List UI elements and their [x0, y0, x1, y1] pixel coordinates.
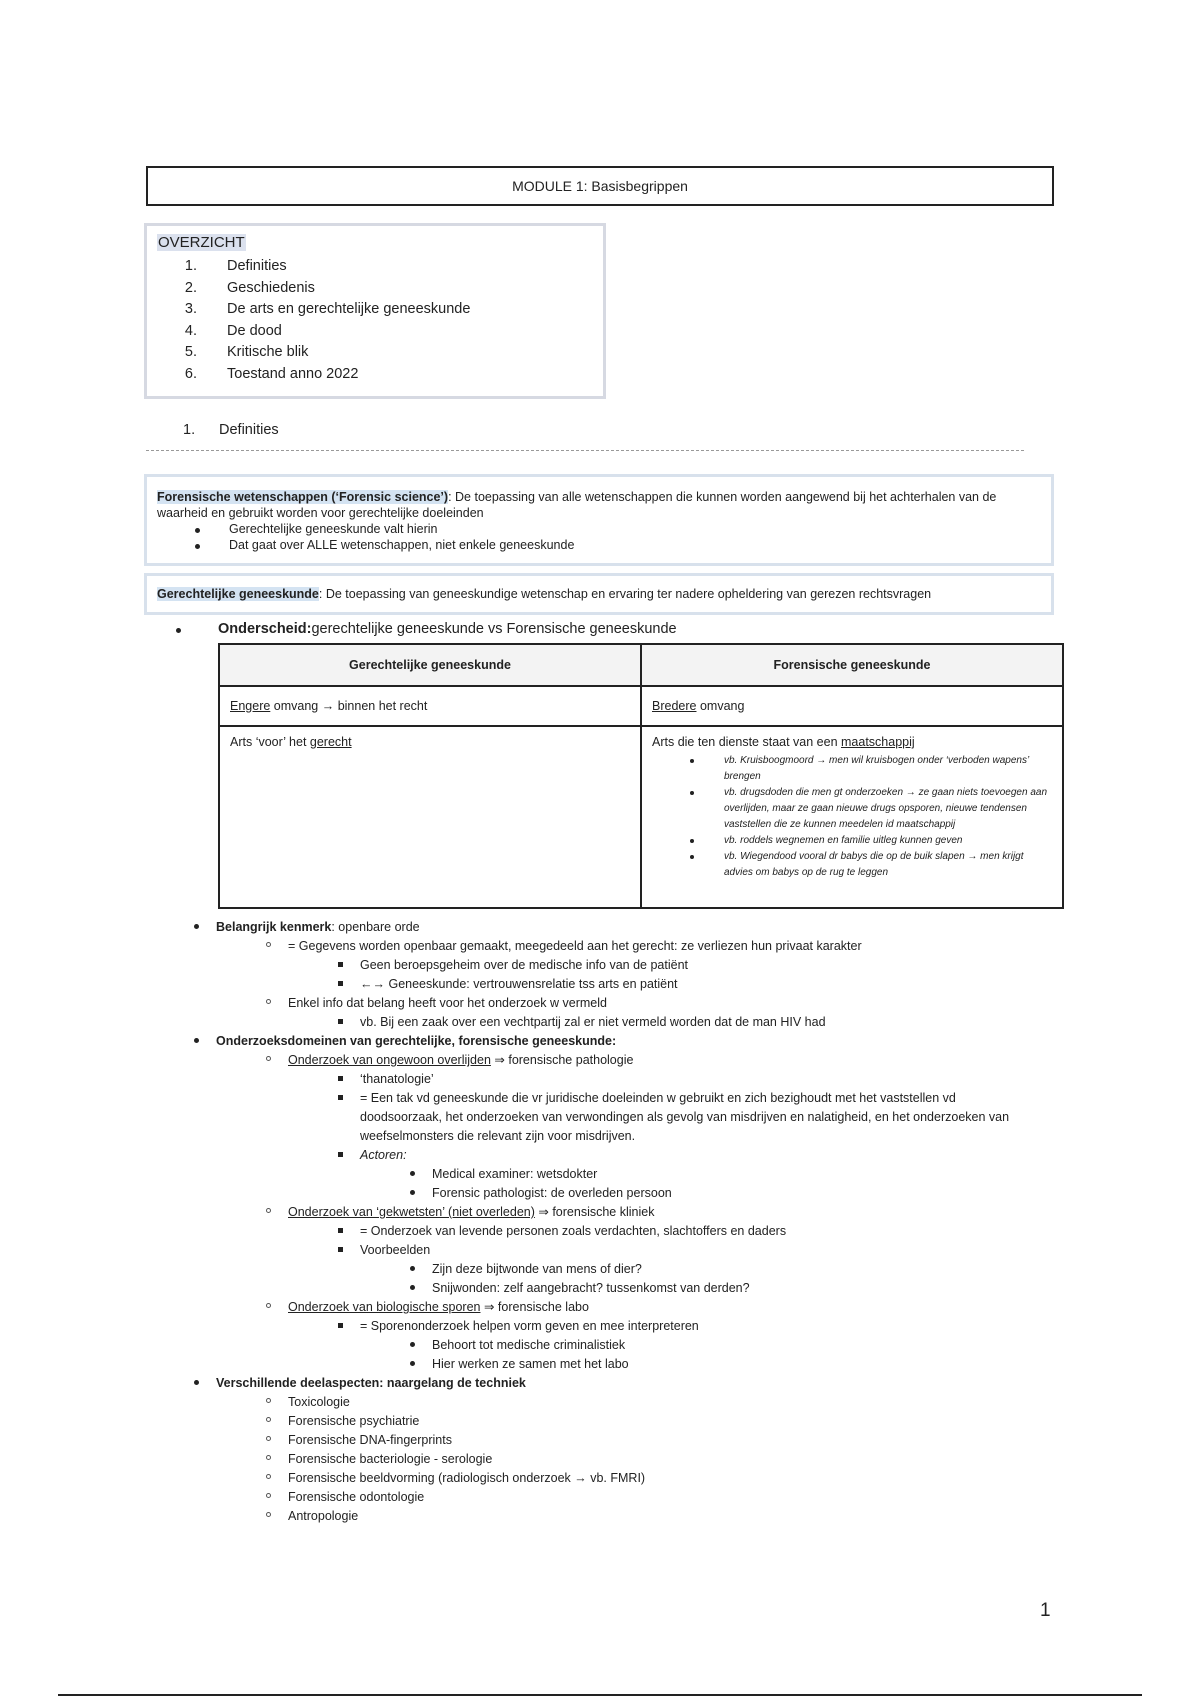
- bullet-icon: [410, 1266, 415, 1271]
- circle-bullet-icon: [266, 942, 271, 947]
- list-item: [176, 1488, 1076, 1507]
- bullet-icon: [195, 528, 200, 533]
- circle-bullet-icon: [266, 1493, 271, 1498]
- overview-list: [157, 256, 593, 385]
- list-item: [176, 975, 1076, 994]
- cell-text: Arts die ten dienste staat van een: [652, 735, 842, 749]
- list-item: [176, 1070, 1076, 1089]
- outline-text: Forensische psychiatrie: [288, 1414, 420, 1428]
- underlined-term: Onderzoek van ‘gekwetsten’ (niet overleden): [288, 1205, 535, 1219]
- bullet-text: Dat gaat over ALLE wetenschappen, niet enkele geneeskunde: [229, 538, 575, 552]
- outline-label: Belangrijk kenmerk: [216, 920, 332, 934]
- overview-item-number: 6.: [184, 365, 197, 382]
- list-item: [176, 1431, 1076, 1450]
- bullet-icon: [690, 791, 694, 795]
- list-item: [176, 1355, 1076, 1374]
- bullet-icon: [410, 1285, 415, 1290]
- circle-bullet-icon: [266, 1303, 271, 1308]
- legal-medicine-definition: [144, 573, 1054, 615]
- list-item: [176, 1298, 1076, 1317]
- outline-label: Verschillende deelaspecten: naargelang de techniek: [216, 1376, 526, 1390]
- overview-heading: OVERZICHT: [158, 234, 245, 251]
- list-item: [176, 1336, 1076, 1355]
- legal-text: : De toepassing van geneeskundige wetenschap en ervaring ter nadere opheldering van gerezen rechtsvragen: [318, 587, 932, 601]
- overview-item-label: De arts en gerechtelijke geneeskunde: [227, 301, 471, 317]
- list-item: [690, 753, 1052, 785]
- bullet-icon: [194, 1038, 199, 1043]
- list-item: [176, 1507, 1076, 1526]
- overview-item: [157, 342, 593, 364]
- square-bullet-icon: [338, 1323, 343, 1328]
- list-item: [690, 849, 1052, 881]
- circle-bullet-icon: [266, 1436, 271, 1441]
- forensic-term: Forensische wetenschappen (‘Forensic science’): [157, 490, 449, 504]
- bullet-icon: [194, 1380, 199, 1385]
- section-heading: [183, 422, 279, 438]
- bullet-icon: [690, 759, 694, 763]
- square-bullet-icon: [338, 1228, 343, 1233]
- list-item: [176, 937, 1076, 956]
- circle-bullet-icon: [266, 1512, 271, 1517]
- bullet-icon: [195, 544, 200, 549]
- forensic-text: : De toepassing van alle wetenschappen die kunnen worden aangewend bij het achterhalen van de waarheid en gebruikt worden voor gerechtelijke doeleinden: [157, 490, 997, 520]
- bullet-icon: [194, 924, 199, 929]
- square-bullet-icon: [338, 1076, 343, 1081]
- outline-text: Geen beroepsgeheim over de medische info van de patiënt: [360, 958, 688, 972]
- list-item: [176, 1279, 1076, 1298]
- outline-text: Forensische DNA-fingerprints: [288, 1433, 452, 1447]
- square-bullet-icon: [338, 1019, 343, 1024]
- underlined-term: gerecht: [309, 735, 352, 749]
- legal-term: Gerechtelijke geneeskunde: [157, 587, 319, 601]
- example-text: vb. Kruisboogmoord → men wil kruisbogen onder ‘verboden wapens’ brengen: [724, 755, 1029, 782]
- list-item: [176, 1222, 1076, 1241]
- list-item: [176, 1374, 1076, 1393]
- table-row: [219, 726, 1063, 908]
- list-item: [690, 785, 1052, 833]
- outline-text: ‘thanatologie’: [360, 1072, 434, 1086]
- outline-text: vb. Bij een zaak over een vechtpartij zal er niet vermeld worden dat de man HIV had: [360, 1015, 826, 1029]
- cell-text: omvang → binnen het recht: [270, 699, 428, 713]
- outline: [176, 918, 1076, 1526]
- list-item: [195, 521, 1041, 537]
- distinction-label: Onderscheid:: [218, 621, 312, 637]
- outline-text: ⇒ forensische kliniek: [534, 1205, 655, 1219]
- outline-text: Medical examiner: wetsdokter: [432, 1167, 598, 1181]
- distinction-text: gerechtelijke geneeskunde vs Forensische geneeskunde: [311, 621, 677, 637]
- example-text: vb. Wiegendood vooral dr babys die op de buik slapen → men krijgt advies om babys op de rug te leggen: [724, 851, 1024, 878]
- bullet-icon: [410, 1361, 415, 1366]
- list-item: [176, 1393, 1076, 1412]
- bullet-icon: [690, 855, 694, 859]
- list-item: [176, 1317, 1076, 1336]
- footer-divider: [58, 1694, 1142, 1696]
- example-text: vb. drugsdoden die men gt onderzoeken → ze gaan niets toevoegen aan overlijden, maar ze gaan nieuwe drugs opsporen, nieuwe tendensen vaststellen die ze kunnen meedelen id maatschappij: [724, 787, 1048, 830]
- table-cell: [641, 686, 1063, 726]
- bullet-icon: [690, 839, 694, 843]
- list-item: [176, 1260, 1076, 1279]
- example-list: [652, 753, 1052, 881]
- overview-item: [157, 256, 593, 278]
- outline-text: Actoren:: [360, 1148, 407, 1162]
- outline-text: Forensic pathologist: de overleden persoon: [432, 1186, 672, 1200]
- cell-text: omvang: [696, 699, 745, 713]
- forensic-science-definition: [144, 474, 1054, 566]
- underlined-term: Engere: [230, 699, 271, 713]
- bullet-icon: [410, 1190, 415, 1195]
- page-number: 1: [1040, 1600, 1051, 1621]
- overview-item: [157, 278, 593, 300]
- overview-item: [157, 364, 593, 386]
- underlined-term: Bredere: [652, 699, 697, 713]
- outline-text: Behoort tot medische criminalistiek: [432, 1338, 626, 1352]
- outline-text: Forensische odontologie: [288, 1490, 425, 1504]
- circle-bullet-icon: [266, 1417, 271, 1422]
- section-divider: [146, 450, 1024, 451]
- overview-item: [157, 299, 593, 321]
- table-row: [219, 686, 1063, 726]
- outline-text: = Gegevens worden openbaar gemaakt, meegedeeld aan het gerecht: ze verliezen hun privaat karakter: [288, 939, 862, 953]
- overview-item-number: 3.: [184, 301, 197, 317]
- outline-text: Voorbeelden: [360, 1243, 431, 1257]
- forensic-bullets: [157, 521, 1041, 553]
- outline-text: Enkel info dat belang heeft voor het onderzoek w vermeld: [288, 996, 607, 1010]
- distinction-line: [176, 621, 677, 637]
- outline-text: : openbare orde: [331, 920, 420, 934]
- outline-text: Hier werken ze samen met het labo: [432, 1357, 629, 1371]
- overview-item-label: Toestand anno 2022: [227, 365, 359, 382]
- underlined-term: maatschappij: [841, 735, 915, 749]
- overview-item-label: Kritische blik: [227, 344, 309, 360]
- list-item: [176, 956, 1076, 975]
- bullet-icon: [410, 1342, 415, 1347]
- overview-item-number: 5.: [184, 344, 197, 360]
- outline-text: Snijwonden: zelf aangebracht? tussenkomst van derden?: [432, 1281, 750, 1295]
- section-label: Definities: [219, 422, 279, 438]
- list-item: [176, 1184, 1076, 1203]
- circle-bullet-icon: [266, 1056, 271, 1061]
- square-bullet-icon: [338, 1152, 343, 1157]
- module-title-text: MODULE 1: Basisbegrippen: [512, 178, 688, 194]
- outline-text: Antropologie: [288, 1509, 359, 1523]
- underlined-term: Onderzoek van biologische sporen: [288, 1300, 481, 1314]
- list-item: [176, 1032, 1076, 1051]
- list-item: [176, 1450, 1076, 1469]
- list-item: [195, 537, 1041, 553]
- outline-text: = Een tak vd geneeskunde die vr juridische doeleinden w gebruikt en zich bezighoudt met het vaststellen vd doodsoorzaak, het onderzoeken van verwondingen als gevolg van misdrijven en nalatigheid, en het onderzoeken van weefselmonsters die relevant zijn voor misdrijven.: [360, 1091, 1010, 1143]
- table-header: Forensische geneeskunde: [641, 644, 1063, 686]
- square-bullet-icon: [338, 1095, 343, 1100]
- overview-item-number: 2.: [184, 279, 197, 296]
- list-item: [690, 833, 1052, 849]
- section-number: 1.: [183, 422, 196, 438]
- list-item: [176, 1013, 1076, 1032]
- circle-bullet-icon: [266, 1208, 271, 1213]
- overview-item-label: Definities: [227, 258, 287, 274]
- bullet-icon: [410, 1171, 415, 1176]
- table-cell: [219, 686, 641, 726]
- table-cell: [219, 726, 641, 908]
- module-title: [146, 166, 1054, 206]
- outline-text: Forensische bacteriologie - serologie: [288, 1452, 493, 1466]
- overview-item-number: 4.: [184, 322, 197, 339]
- list-item: [176, 1203, 1076, 1222]
- circle-bullet-icon: [266, 1398, 271, 1403]
- list-item: [176, 1165, 1076, 1184]
- overview-item-label: Geschiedenis: [227, 279, 315, 296]
- list-item: [176, 1412, 1076, 1431]
- table-header: Gerechtelijke geneeskunde: [219, 644, 641, 686]
- list-item: [176, 1051, 1076, 1070]
- square-bullet-icon: [338, 962, 343, 967]
- forensic-definition-text: [157, 489, 1041, 521]
- comparison-table: [218, 643, 1064, 909]
- outline-text: = Sporenonderzoek helpen vorm geven en mee interpreteren: [360, 1319, 699, 1333]
- outline-text: Forensische beeldvorming (radiologisch onderzoek → vb. FMRI): [288, 1471, 646, 1485]
- table-cell: [641, 726, 1063, 908]
- list-item: [176, 1146, 1076, 1165]
- cell-text: Arts ‘voor’ het: [230, 735, 310, 749]
- bullet-text: Gerechtelijke geneeskunde valt hierin: [229, 522, 438, 536]
- overview-item: [157, 321, 593, 343]
- table-header-row: [219, 644, 1063, 686]
- outline-text: = Onderzoek van levende personen zoals verdachten, slachtoffers en daders: [360, 1224, 787, 1238]
- outline-text: Zijn deze bijtwonde van mens of dier?: [432, 1262, 642, 1276]
- overview-item-label: De dood: [227, 322, 282, 339]
- list-item: [176, 994, 1076, 1013]
- circle-bullet-icon: [266, 1455, 271, 1460]
- list-item: [176, 1241, 1076, 1260]
- outline-text: Toxicologie: [288, 1395, 350, 1409]
- outline-text: ⇒ forensische pathologie: [490, 1053, 634, 1067]
- overview-box: [144, 223, 606, 399]
- list-item: [176, 1469, 1076, 1488]
- list-item: [176, 1089, 1076, 1146]
- overview-item-number: 1.: [184, 258, 197, 274]
- outline-label: Onderzoeksdomeinen van gerechtelijke, forensische geneeskunde:: [216, 1034, 617, 1048]
- outline-text: ⇒ forensische labo: [480, 1300, 589, 1314]
- example-text: vb. roddels wegnemen en familie uitleg kunnen geven: [724, 835, 963, 846]
- square-bullet-icon: [338, 981, 343, 986]
- outline-text: ←→ Geneeskunde: vertrouwensrelatie tss arts en patiënt: [360, 977, 678, 991]
- list-item: [176, 918, 1076, 937]
- underlined-term: Onderzoek van ongewoon overlijden: [288, 1053, 491, 1067]
- square-bullet-icon: [338, 1247, 343, 1252]
- circle-bullet-icon: [266, 999, 271, 1004]
- circle-bullet-icon: [266, 1474, 271, 1479]
- bullet-icon: [176, 628, 181, 633]
